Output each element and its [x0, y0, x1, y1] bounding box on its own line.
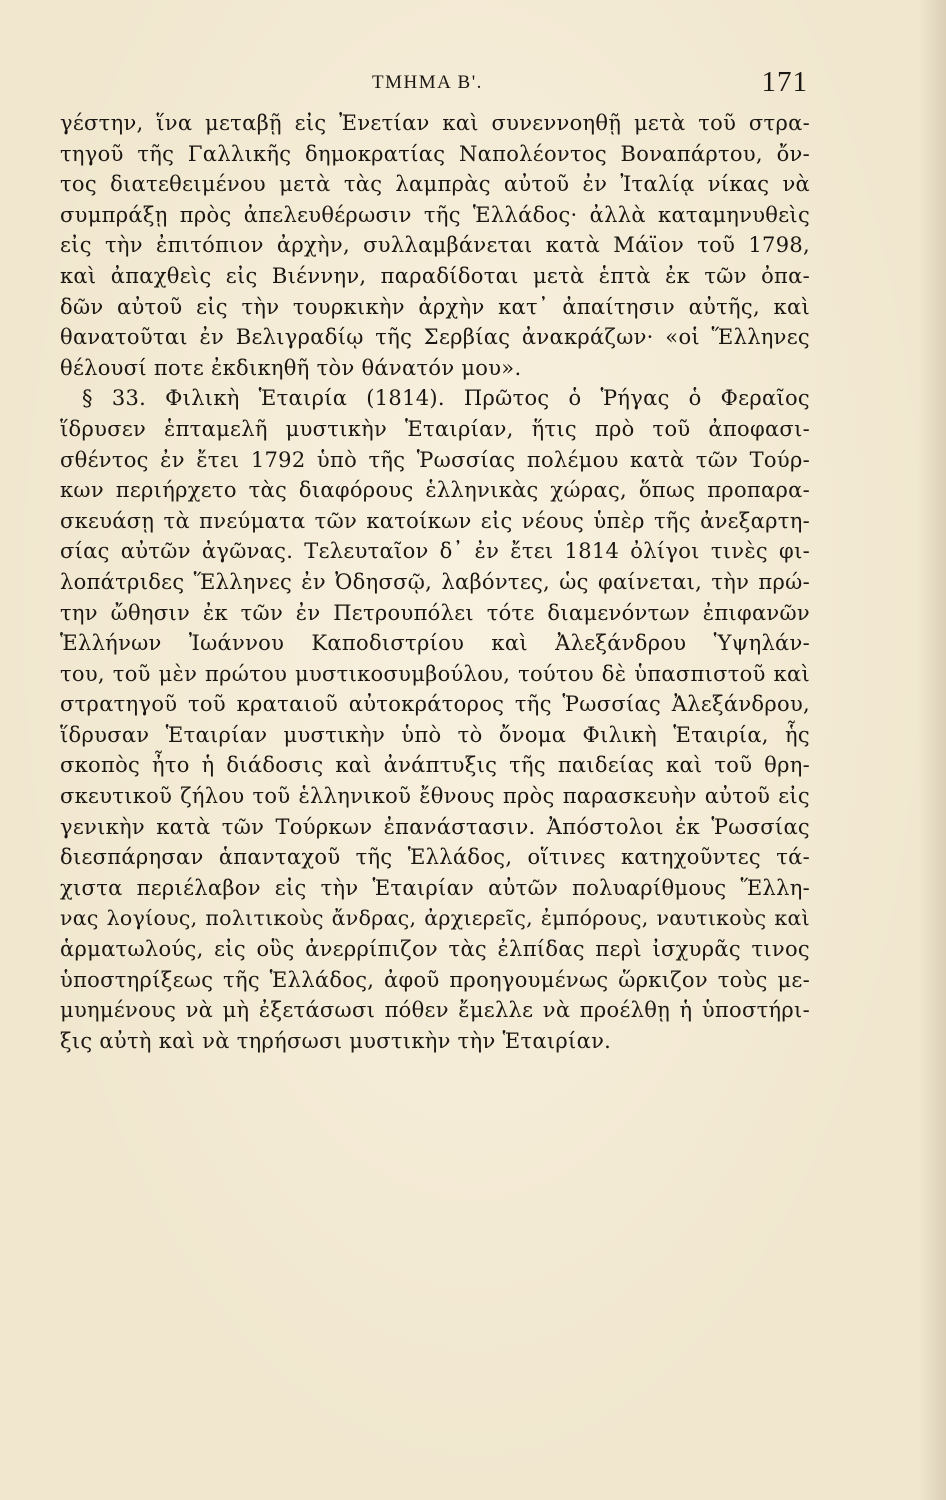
text-line: λοπάτριδες Ἕλληνες ἐν Ὀδησσῷ, λαβόντες, ὡς φαίνεται, τὴν πρώ-: [60, 569, 810, 594]
text-line: κων περιήρχετο τὰς διαφόρους ἑλληνικὰς χώρας, ὅπως προπαρα-: [60, 478, 810, 503]
running-head: ΤΜΗΜΑ Β'.: [372, 72, 483, 93]
text-line: σκευτικοῦ ζήλου τοῦ ἑλληνικοῦ ἔθνους πρὸς παρασκευὴν αὐτοῦ εἰς: [60, 784, 810, 809]
text-line: δῶν αὐτοῦ εἰς τὴν τουρκικὴν ἀρχὴν κατ᾽ ἀπαίτησιν αὐτῆς, καὶ: [60, 294, 810, 319]
text-line: γέστην, ἵνα μεταβῇ εἰς Ἐνετίαν καὶ συνεννοηθῇ μετὰ τοῦ στρα-: [60, 111, 810, 135]
text-line: ἁρματωλούς, εἰς οὓς ἀνερρίπιζον τὰς ἐλπίδας περὶ ἰσχυρᾶς τινος: [60, 937, 810, 962]
text-line: στρατηγοῦ τοῦ κραταιοῦ αὐτοκράτορος τῆς Ῥωσσίας Ἀλεξάνδρου,: [60, 692, 810, 717]
text-line: ὑποστηρίξεως τῆς Ἑλλάδος, ἀφοῦ προηγουμένως ὥρκιζον τοὺς με-: [60, 967, 810, 992]
text-line: γενικὴν κατὰ τῶν Τούρκων ἐπανάστασιν. Ἀπόστολοι ἐκ Ῥωσσίας: [60, 814, 810, 839]
section-heading-line: § 33. Φιλικὴ Ἑταιρία (1814). Πρῶτος ὁ Ῥήγας ὁ Φεραῖος: [82, 386, 810, 411]
page-number: 171: [761, 66, 808, 98]
text-line: σθέντος ἐν ἔτει 1792 ὑπὸ τῆς Ῥωσσίας πολέμου κατὰ τῶν Τούρ-: [60, 447, 810, 472]
text-line: του, τοῦ μὲν πρώτου μυστικοσυμβούλου, τούτου δὲ ὑπασπιστοῦ καὶ: [60, 661, 810, 686]
text-line: ἵδρυσεν ἑπταμελῆ μυστικὴν Ἑταιρίαν, ἥτις πρὸ τοῦ ἀποφασι-: [60, 416, 810, 441]
text-line: νας λογίους, πολιτικοὺς ἄνδρας, ἀρχιερεῖς, ἐμπόρους, ναυτικοὺς καὶ: [60, 906, 810, 931]
page-header: [0, 64, 946, 104]
text-line: σκοπὸς ἦτο ἡ διάδοσις καὶ ἀνάπτυξις τῆς παιδείας καὶ τοῦ θρη-: [60, 753, 810, 778]
page-edge-shadow: [918, 0, 946, 1500]
text-line: εἰς τὴν ἐπιτόπιον ἀρχὴν, συλλαμβάνεται κατὰ Μάϊον τοῦ 1798,: [60, 233, 810, 258]
text-line: τηγοῦ τῆς Γαλλικῆς δημοκρατίας Ναπολέοντος Βοναπάρτου, ὄν-: [60, 141, 810, 166]
text-line: την ὤθησιν ἐκ τῶν ἐν Πετρουπόλει τότε διαμενόντων ἐπιφανῶν: [60, 600, 810, 625]
text-line: διεσπάρησαν ἁπανταχοῦ τῆς Ἑλλάδος, οἵτινες κατηχοῦντες τά-: [60, 845, 810, 870]
text-line: συμπράξῃ πρὸς ἀπελευθέρωσιν τῆς Ἑλλάδος· ἀλλὰ καταμηνυθεὶς: [60, 202, 810, 227]
text-line: μυημένους νὰ μὴ ἐξετάσωσι πόθεν ἔμελλε νὰ προέλθῃ ἡ ὑποστήρι-: [60, 998, 810, 1023]
text-line: ἵδρυσαν Ἑταιρίαν μυστικὴν ὑπὸ τὸ ὄνομα Φιλικὴ Ἑταιρία, ἧς: [60, 722, 810, 747]
text-line: τος διατεθειμένου μετὰ τὰς λαμπρὰς αὐτοῦ ἐν Ἰταλίᾳ νίκας νὰ: [60, 172, 810, 197]
body-text: [60, 108, 810, 1056]
text-line: χιστα περιέλαβον εἰς τὴν Ἑταιρίαν αὐτῶν πολυαρίθμους Ἕλλη-: [60, 875, 810, 900]
text-line: καὶ ἀπαχθεὶς εἰς Βιέννην, παραδίδοται μετὰ ἑπτὰ ἐκ τῶν ὀπα-: [60, 263, 810, 288]
text-line: θανατοῦται ἐν Βελιγραδίῳ τῆς Σερβίας ἀνακράζων· «οἱ Ἕλληνες: [60, 325, 810, 350]
text-line: ξις αὐτὴ καὶ νὰ τηρήσωσι μυστικὴν τὴν Ἑταιρίαν.: [60, 1028, 612, 1053]
text-line: σκευάσῃ τὰ πνεύματα τῶν κατοίκων εἰς νέους ὑπὲρ τῆς ἀνεξαρτη-: [60, 508, 810, 533]
text-line: σίας αὐτῶν ἀγῶνας. Τελευταῖον δ᾽ ἐν ἔτει 1814 ὀλίγοι τινὲς φι-: [60, 539, 810, 564]
text-line: Ἑλλήνων Ἰωάννου Καποδιστρίου καὶ Ἀλεξάνδρου Ὑψηλάν-: [60, 631, 810, 656]
text-line: θέλουσί ποτε ἐκδικηθῆ τὸν θάνατόν μου».: [60, 355, 522, 380]
